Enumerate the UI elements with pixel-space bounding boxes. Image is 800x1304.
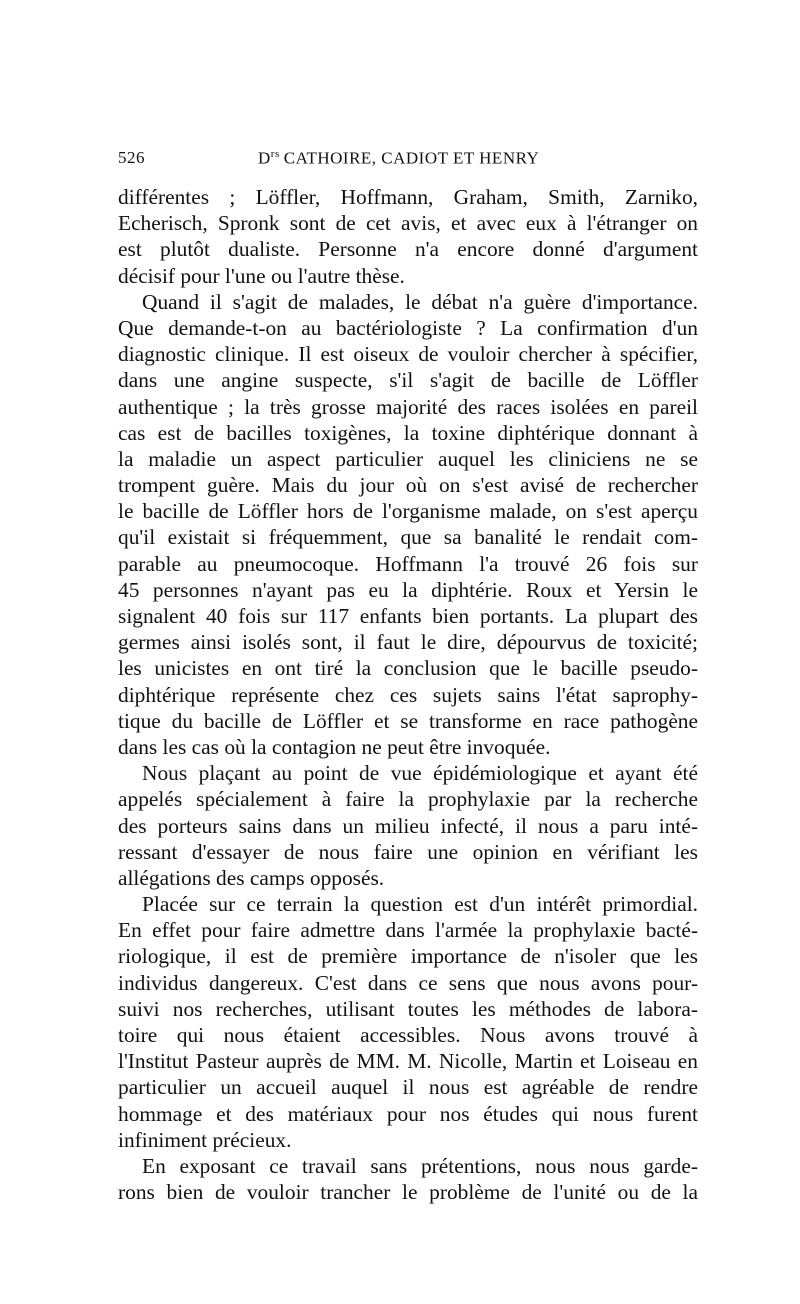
text-line: En exposant ce travail sans prétentions, nous nous garde- [142,1153,698,1178]
running-title-prefix: D [258,148,271,168]
text-line: diphtérique représente chez ces sujets sains l'état saprophy- [118,682,698,707]
text-line: appelés spécialement à faire la prophylaxie par la recherche [118,787,698,812]
text-line: rons bien de vouloir trancher le problème de l'unité ou de la [118,1180,698,1205]
text-line: Que demande-t-on au bactériologiste ? La confirmation d'un [118,315,698,340]
text-line: diagnostic clinique. Il est oiseux de vouloir chercher à spécifier, [118,342,698,367]
text-line: les unicistes en ont tiré la conclusion que le bacille pseudo- [118,656,698,681]
text-line: qu'il existait si fréquemment, que sa banalité le rendait com- [118,525,698,550]
text-line: signalent 40 fois sur 117 enfants bien portants. La plupart des [118,604,698,628]
text-line: authentique ; la très grosse majorité des races isolées en pareil [118,394,698,419]
text-line: particulier un accueil auquel il nous est agréable de rendre [118,1075,698,1100]
text-line: des porteurs sains dans un milieu infecté, il nous a paru inté- [118,813,698,838]
text-line: cas est de bacilles toxigènes, la toxine diphtérique donnant à [118,420,698,445]
text-line: la maladie un aspect particulier auquel les cliniciens ne se [118,446,698,471]
body-text [118,184,698,1205]
text-line: Nous plaçant au point de vue épidémiologique et ayant été [142,761,698,786]
running-header [118,148,698,172]
text-line: toire qui nous étaient accessibles. Nous avons trouvé à [118,1023,698,1047]
text-line: le bacille de Löffler hors de l'organisme malade, on s'est aperçu [118,499,698,524]
text-line: parable au pneumocoque. Hoffmann l'a trouvé 26 fois sur [118,551,698,576]
text-line: ressant d'essayer de nous faire une opinion en vérifiant les [118,839,698,864]
text-line: différentes ; Löffler, Hoffmann, Graham, Smith, Zarniko, [118,185,698,209]
text-line: germes ainsi isolés sont, il faut le dire, dépourvus de toxicité; [118,630,698,655]
text-line: l'Institut Pasteur auprès de MM. M. Nicolle, Martin et Loiseau en [118,1049,698,1074]
text-line: décisif pour l'une ou l'autre thèse. [118,263,405,288]
text-line: dans les cas où la contagion ne peut être invoquée. [118,734,551,759]
text-line: suivi nos recherches, utilisant toutes les méthodes de labora- [118,996,698,1021]
running-title-superscript: rs [270,148,280,160]
text-line: tique du bacille de Löffler et se transforme en race pathogène [118,708,698,733]
text-line: Echerisch, Spronk sont de cet avis, et avec eux à l'étranger on [118,211,698,236]
text-line: dans une angine suspecte, s'il s'agit de bacille de Löffler [118,368,698,393]
text-line: riologique, il est de première importance de n'isoler que les [118,944,698,969]
text-line: infiniment précieux. [118,1127,292,1152]
text-line: Placée sur ce terrain la question est d'un intérêt primordial. [142,892,698,917]
text-line: Quand il s'agit de malades, le débat n'a guère d'importance. [142,289,698,314]
text-line: allégations des camps opposés. [118,865,385,890]
page-number: 526 [118,148,145,167]
text-line: En effet pour faire admettre dans l'armée la prophylaxie bacté- [118,918,698,943]
text-line: 45 personnes n'ayant pas eu la diphtérie. Roux et Yersin le [118,577,698,602]
text-line: est plutôt dualiste. Personne n'a encore donné d'argument [118,237,698,262]
text-line: individus dangereux. C'est dans ce sens que nous avons pour- [118,970,698,995]
running-title-authors: CATHOIRE, CADIOT ET HENRY [283,148,540,168]
text-line: hommage et des matériaux pour nos études qui nous furent [118,1101,698,1126]
text-line: trompent guère. Mais du jour où on s'est avisé de rechercher [118,473,698,498]
running-title [258,148,539,169]
